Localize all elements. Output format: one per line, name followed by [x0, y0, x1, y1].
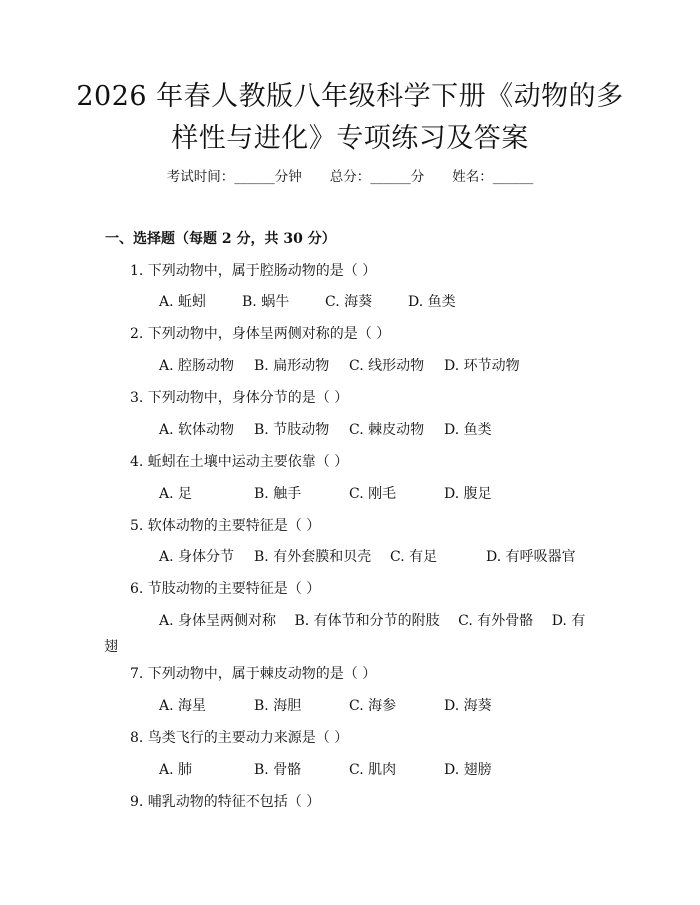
option: A. 海星 [159, 698, 207, 714]
option: B. 骨骼 [254, 762, 302, 778]
question-options [159, 760, 539, 780]
exam-meta [60, 167, 640, 187]
option: C. 有足 [390, 549, 438, 565]
question-stem: 6. 节肢动物的主要特征是（ ） [130, 581, 321, 597]
option: C. 有外骨骼 [458, 613, 534, 629]
question-stem: 7. 下列动物中，属于棘皮动物的是（ ） [130, 666, 377, 682]
question-stem: 2. 下列动物中，身体呈两侧对称的是（ ） [130, 326, 391, 342]
question-stem: 9. 哺乳动物的特征不包括（ ） [130, 794, 321, 810]
option: B. 扁形动物 [254, 358, 330, 374]
option: A. 软体动物 [159, 422, 235, 438]
exam-name: 姓名：______ [452, 169, 534, 185]
question-stem: 3. 下列动物中，身体分节的是（ ） [130, 390, 349, 406]
option: C. 肌肉 [349, 762, 397, 778]
option: A. 蚯蚓 [159, 294, 207, 310]
question-options [159, 292, 503, 312]
option: C. 棘皮动物 [349, 422, 425, 438]
option: D. 腹足 [444, 486, 492, 502]
option: C. 海参 [349, 698, 397, 714]
title-line-1: 2026 年春人教版八年级科学下册《动物的多 [76, 81, 624, 112]
title-line-2: 样性与进化》专项练习及答案 [171, 123, 529, 154]
option: D. 海葵 [444, 698, 492, 714]
option: D. 鱼类 [408, 294, 456, 310]
question-stem: 5. 软体动物的主要特征是（ ） [130, 518, 321, 534]
option: A. 足 [159, 486, 193, 502]
question-options [159, 547, 596, 567]
option: A. 肺 [159, 762, 193, 778]
question-options [104, 608, 596, 660]
option: D. 环节动物 [444, 358, 520, 374]
option: B. 蜗牛 [242, 294, 290, 310]
option: B. 触手 [254, 486, 302, 502]
option: C. 线形动物 [349, 358, 425, 374]
document-title [60, 76, 640, 160]
option: D. 翅膀 [444, 762, 492, 778]
question-stem: 8. 鸟类飞行的主要动力来源是（ ） [130, 730, 349, 746]
question-options [159, 420, 539, 440]
question-options [159, 696, 539, 716]
exam-total-score: 总分：______分 [329, 169, 425, 185]
option: B. 节肢动物 [254, 422, 330, 438]
question-options [159, 356, 539, 376]
option: B. 有外套膜和贝壳 [254, 549, 372, 565]
option: C. 海葵 [325, 294, 373, 310]
question-stem: 4. 蚯蚓在土壤中运动主要依靠（ ） [130, 454, 349, 470]
exam-time: 考试时间：______分钟 [166, 169, 302, 185]
option: A. 身体呈两侧对称 [159, 613, 277, 629]
option: D. 有呼吸器官 [486, 549, 576, 565]
option: A. 身体分节 [159, 549, 235, 565]
question-stem: 1. 下列动物中，属于腔肠动物的是（ ） [130, 263, 377, 279]
option: B. 有体节和分节的附肢 [294, 613, 440, 629]
option: D. 有翅 [104, 613, 586, 655]
option: C. 刚毛 [349, 486, 397, 502]
section-heading-choice: 一、选择题（每题 2 分，共 30 分） [105, 231, 336, 247]
option: D. 鱼类 [444, 422, 492, 438]
option: A. 腔肠动物 [159, 358, 235, 374]
option: B. 海胆 [254, 698, 302, 714]
question-options [159, 484, 539, 504]
